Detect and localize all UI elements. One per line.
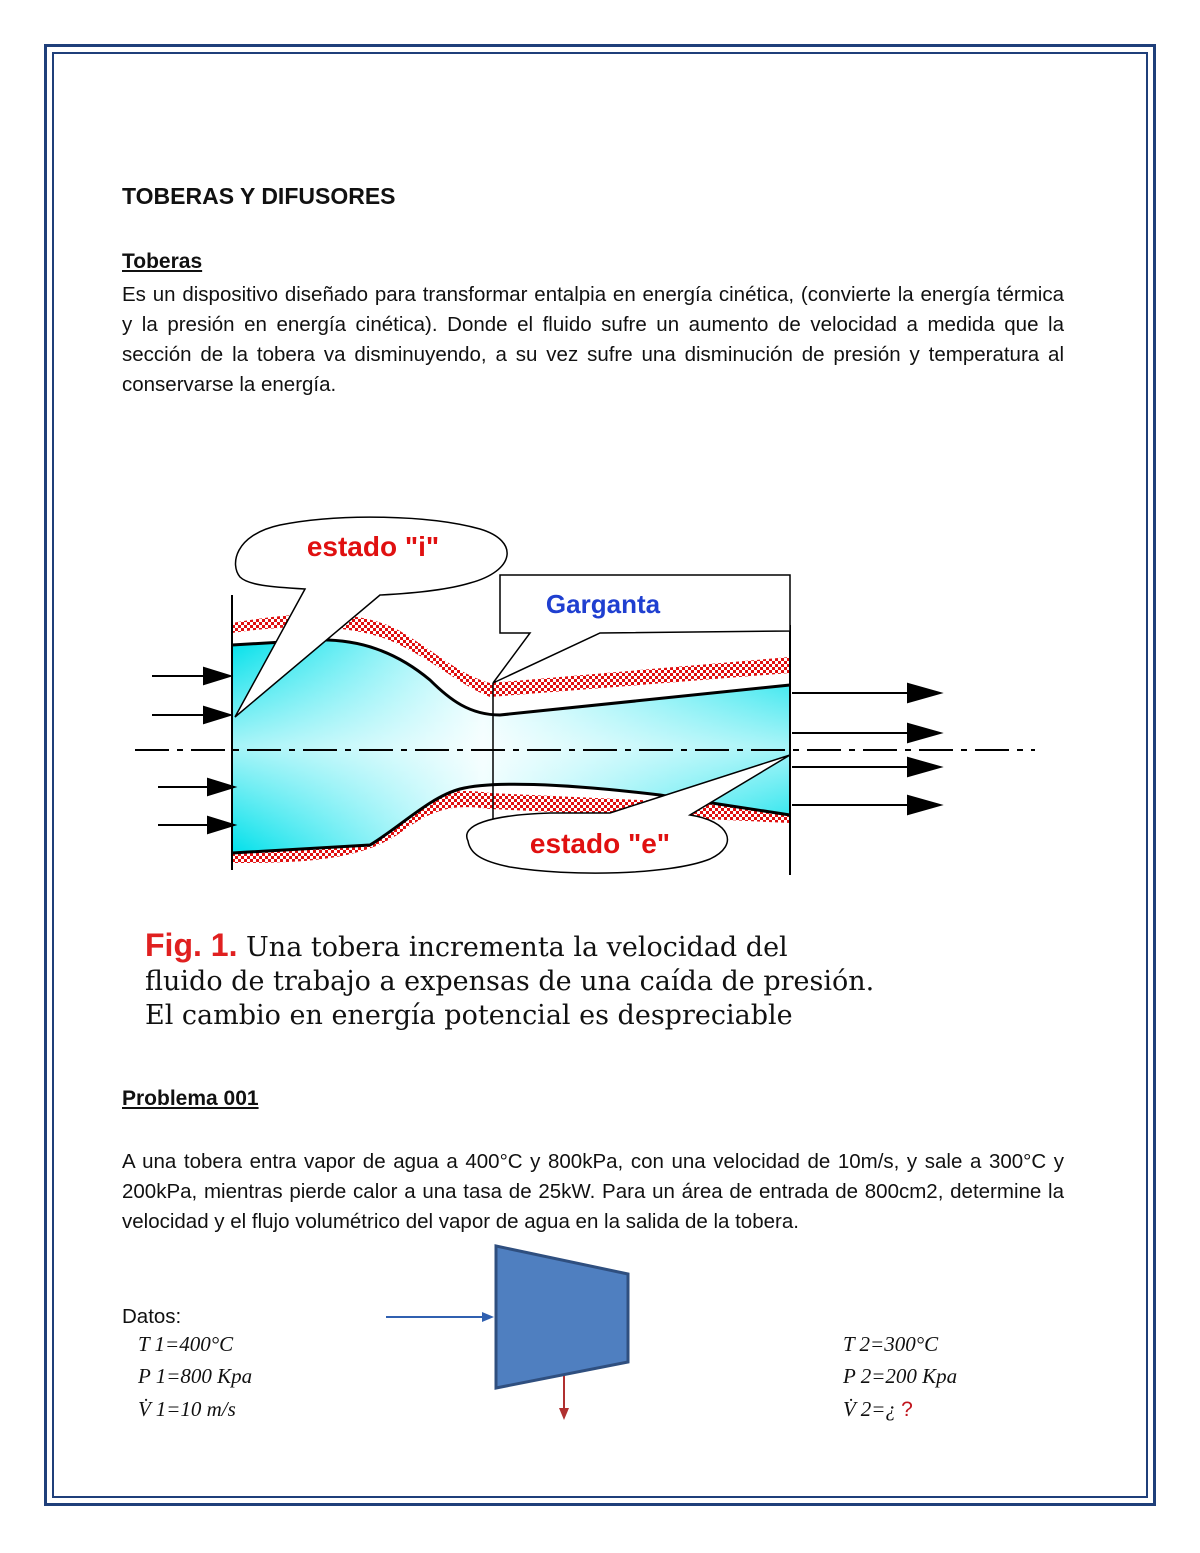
caption-line-2: fluido de trabajo a expensas de una caída de presión.	[145, 966, 875, 997]
section-heading-toberas: Toberas	[122, 250, 203, 273]
inlet-pressure: P 1=800 Kpa	[138, 1364, 253, 1388]
caption-line-3: El cambio en energía potencial es despreciable	[145, 1000, 793, 1031]
caption-fig-label: Fig. 1.	[145, 927, 238, 963]
nozzle-figure	[130, 505, 1040, 885]
inlet-temperature: T 1=400°C	[138, 1332, 234, 1356]
outlet-temperature: T 2=300°C	[843, 1332, 939, 1356]
outlet-velocity-unknown	[843, 1397, 913, 1422]
outlet-pressure: P 2=200 Kpa	[843, 1364, 958, 1388]
problem-heading: Problema 001	[122, 1087, 259, 1110]
figure-caption	[145, 928, 1065, 1033]
nozzle-schematic	[380, 1240, 640, 1430]
datos-label: Datos:	[122, 1305, 182, 1328]
page-title: TOBERAS Y DIFUSORES	[122, 183, 396, 209]
caption-line-1: Una tobera incrementa la velocidad del	[246, 932, 788, 963]
outlet-velocity-question: ?	[901, 1398, 913, 1421]
callout-outlet-text: estado "e"	[529, 828, 671, 859]
inlet-velocity: V̇ 1=10 m/s	[138, 1397, 236, 1421]
callout-inlet-text: estado "i"	[306, 531, 440, 562]
section-paragraph: Es un dispositivo diseñado para transformar entalpia en energía cinética, (convierte la energía térmica y la presión en energía cinética). Donde el fluido sufre un aumento de velocidad a medida que la sección de la tobera va disminuyendo, a su vez sufre una disminución de presión y temperatura al conservarse la energía.	[122, 283, 1064, 396]
outlet-velocity-label: V̇ 2=¿	[843, 1397, 896, 1421]
problem-statement: A una tobera entra vapor de agua a 400°C y 800kPa, con una velocidad de 10m/s, y sale a 300°C y 200kPa, mientras pierde calor a una tasa de 25kW. Para un área de entrada de 800cm2, determine la velocidad y el flujo volumétrico del vapor de agua en la salida de la tobera.	[122, 1150, 1064, 1233]
nozzle-schematic-body	[496, 1246, 628, 1388]
callout-throat-text: Garganta	[545, 589, 661, 619]
